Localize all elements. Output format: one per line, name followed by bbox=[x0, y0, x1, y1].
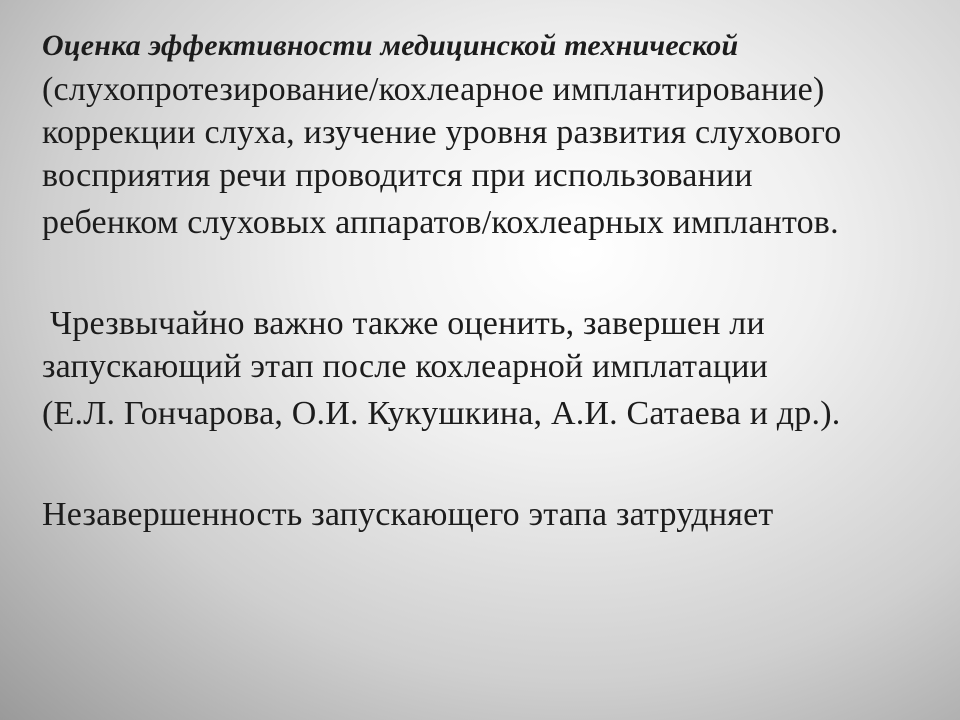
paragraph: (слухопротезирование/кохлеарное имплантирование) коррекции слуха, изучение уровня развития слухового восприятия речи проводится при использовании bbox=[42, 71, 842, 194]
paragraph: ребенком слуховых аппаратов/кохлеарных имплантов. bbox=[42, 204, 839, 241]
slide-heading: Оценка эффективности медицинской технической bbox=[42, 29, 739, 62]
paragraph: Чрезвычайно важно также оценить, завершен ли запускающий этап после кохлеарной имплатации bbox=[42, 305, 769, 385]
paragraph: (Е.Л. Гончарова, О.И. Кукушкина, А.И. Сатаева и др.). bbox=[42, 395, 841, 432]
paragraph: Незавершенность запускающего этапа затрудняет bbox=[42, 496, 774, 533]
slide-body bbox=[42, 26, 942, 536]
